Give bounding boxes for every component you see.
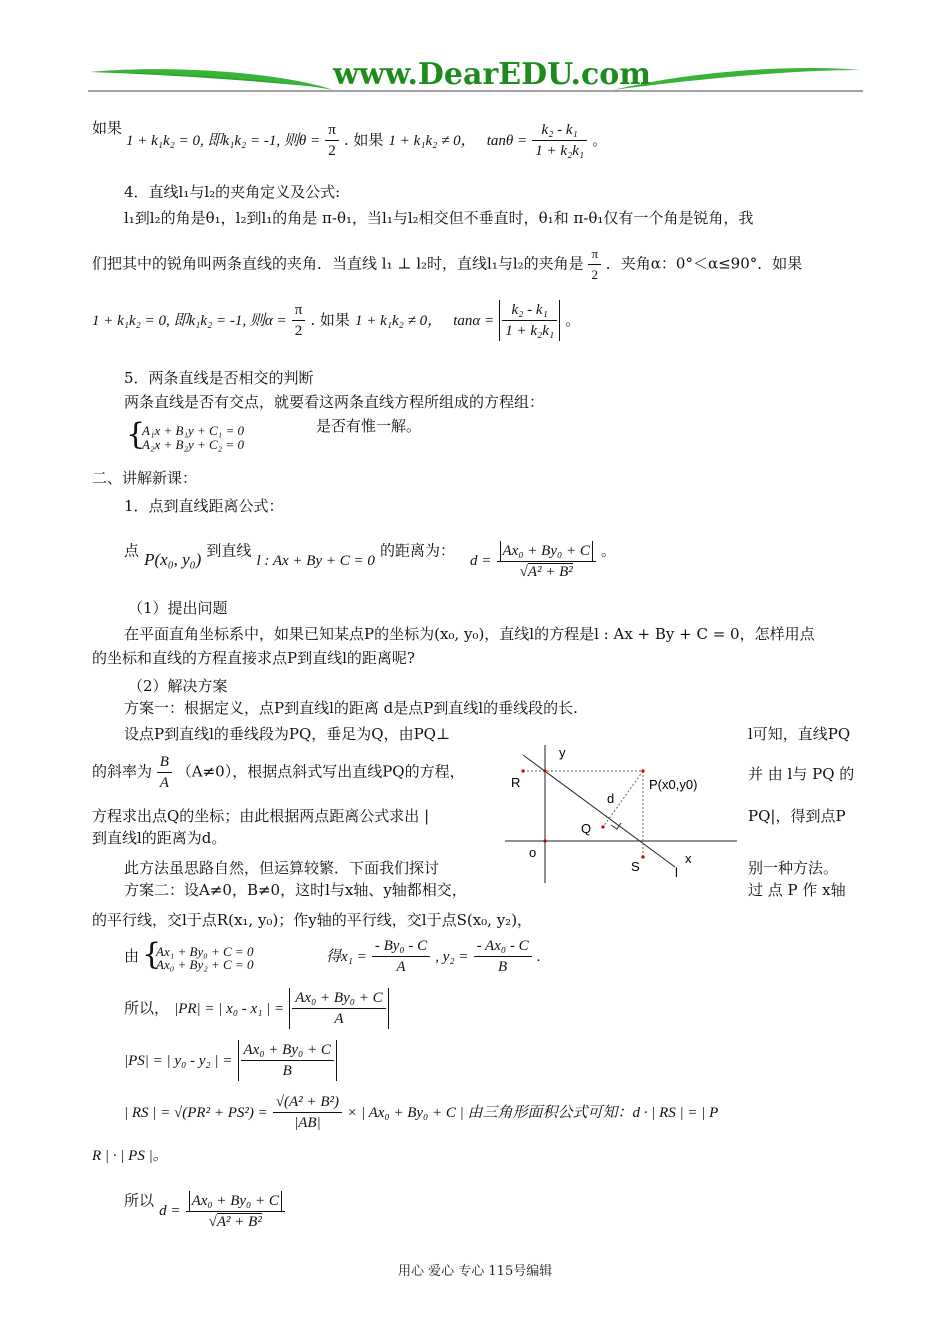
point-x-axis xyxy=(543,839,546,842)
abs-value xyxy=(238,1040,337,1081)
solution-values xyxy=(326,936,540,977)
formula-text: tanα = xyxy=(453,313,495,329)
sol-line3-left: 方程求出点Q的坐标；由此根据两点距离公式求出 | xyxy=(92,807,430,825)
text: 所以， xyxy=(124,999,170,1017)
frac-num: π xyxy=(588,244,601,265)
text: 们把其中的锐角叫两条直线的夹角．当直线 l₁ ⊥ l₂时，直线l₁与l₂的夹角是 xyxy=(92,254,584,273)
equation-2: Ax₀ + By₂ + C = 0 xyxy=(156,957,254,972)
sol-line2-right: 并 由 l与 PQ 的 xyxy=(748,765,855,783)
formula-text: 1 + k₁k₂ ≠ 0， xyxy=(355,313,443,329)
abs-value: Ax₀ + By₀ + C xyxy=(500,541,593,561)
final-formula xyxy=(124,1180,285,1230)
text: 点 xyxy=(124,541,140,560)
formula-point: P(x₀, y₀) xyxy=(144,550,202,570)
sqrt-content: A² + B² xyxy=(527,563,573,580)
footer-text: 用心 爱心 专心 115号编辑 xyxy=(398,1264,553,1279)
frac-num: k₂ - k₁ xyxy=(532,120,587,141)
abs-value xyxy=(289,988,388,1029)
sqrt-content: A² + B² xyxy=(216,1213,262,1230)
text: ．夹角α：0°＜α≤90°．如果 xyxy=(605,254,803,273)
frac-den: √A² + B² xyxy=(519,563,573,580)
frac-den: B xyxy=(282,1063,292,1079)
brace-icon: { xyxy=(126,417,146,452)
text: （A≠0），根据点斜式写出直线PQ的方程， xyxy=(176,762,465,781)
frac-num: π xyxy=(292,300,306,321)
formula-text: |PR| = | x₀ - x₁ | = xyxy=(174,1001,285,1017)
item1-title: 1．点到直线距离公式： xyxy=(124,497,284,515)
problem-title: （1）提出问题 xyxy=(128,599,228,617)
point-r xyxy=(521,769,524,772)
frac-den: B xyxy=(497,959,508,975)
fraction xyxy=(186,1190,285,1232)
frac-num: - By₀ - C xyxy=(372,936,430,957)
sol-line6-right: 过 点 P 作 x轴 xyxy=(748,881,846,899)
ps-formula xyxy=(124,1040,337,1081)
point-s xyxy=(641,855,644,858)
equation-2: A₂x + B₂y + C₂ = 0 xyxy=(142,437,244,452)
text: 的距离为： xyxy=(379,541,455,560)
fraction xyxy=(241,1040,334,1081)
label-s: S xyxy=(631,859,640,874)
fraction xyxy=(372,936,430,977)
frac-den: A xyxy=(396,959,406,975)
abs-value: Ax₀ + By₀ + C xyxy=(189,1191,282,1211)
text-end: 。 xyxy=(600,541,616,560)
label-x: x xyxy=(685,851,692,866)
frac-num xyxy=(497,540,596,562)
label-p: P(x0,y0) xyxy=(649,777,698,792)
distance-formula xyxy=(124,530,616,580)
frac-den: 1 + k₂k₁ xyxy=(505,323,555,339)
sol-line3-right: PQ|，得到点P xyxy=(748,807,846,825)
frac-den: 2 xyxy=(328,143,336,159)
section4-line1: l₁到l₂的角是θ₁，l₂到l₁的角是 π-θ₁，当l₁与l₂相交但不垂直时，θ₁和 π-θ₁仅有一个角是锐角，我 xyxy=(124,209,754,227)
label-l: l xyxy=(675,865,678,880)
frac-den: 1 + k₂k₁ xyxy=(535,143,585,159)
section5-line1: 两条直线是否有交点，就要看这两条直线方程所组成的方程组： xyxy=(124,393,545,411)
formula-text: | RS | = √(PR² + PS²) = xyxy=(124,1105,268,1121)
pr-formula xyxy=(124,988,389,1029)
equation-1: Ax₁ + By₀ + C = 0 xyxy=(156,944,254,959)
frac-den: 2 xyxy=(294,323,303,339)
fraction xyxy=(273,1092,342,1133)
text: 是否有惟一解。 xyxy=(316,417,422,435)
angle-formula xyxy=(126,120,607,161)
point-q xyxy=(601,825,604,828)
formula-text: 1 + k₁k₂ = 0, 即k₁k₂ = -1, 则α = xyxy=(92,313,287,329)
formula-line: l : Ax + By + C = 0 xyxy=(256,553,375,570)
frac-den: √A² + B² xyxy=(208,1213,262,1230)
abs-value xyxy=(499,300,560,341)
formula-text: d = xyxy=(470,553,492,570)
angle-formula-line xyxy=(92,118,122,138)
sol-line5-left: 此方法虽思路自然，但运算较繁．下面我们探讨 xyxy=(124,859,440,877)
formula-text: tanθ = xyxy=(486,133,528,149)
formula-text: 得x₁ = xyxy=(326,949,367,965)
problem-line2: 的坐标和直线的方程直接求点P到直线l的距离呢? xyxy=(92,649,415,667)
sol-line2-left xyxy=(92,752,465,793)
text-end: 。 xyxy=(565,311,581,329)
point-p xyxy=(641,769,644,772)
section5-title: 5．两条直线是否相交的判断 xyxy=(124,369,314,387)
fraction xyxy=(532,120,587,161)
frac-num: - Ax₀ - C xyxy=(474,936,532,957)
frac-num: B xyxy=(157,752,172,773)
sol-line4-left: 到直线l的距离为d。 xyxy=(92,829,227,847)
sol-line6-left: 方案二：设A≠0，B≠0，这时l与x轴、y轴都相交， xyxy=(124,881,467,899)
formula-text: . 如果 xyxy=(310,311,350,329)
frac-den: A xyxy=(159,775,169,791)
formula-text: d = xyxy=(159,1203,181,1220)
site-logo: www.DearEDU.com xyxy=(333,57,652,92)
fraction xyxy=(292,988,385,1029)
plan1: 方案一：根据定义，点P到直线l的距离 d是点P到直线l的垂线段的长. xyxy=(124,699,578,717)
label-y: y xyxy=(559,745,566,760)
fraction xyxy=(292,300,306,341)
header xyxy=(88,58,863,98)
frac-den: |AB| xyxy=(294,1115,321,1131)
text: 所以 xyxy=(124,1191,155,1210)
label-d: d xyxy=(607,791,615,806)
frac-num: Ax₀ + By₀ + C xyxy=(292,988,385,1009)
frac-num: √(A² + B²) xyxy=(273,1092,342,1113)
section4-title: 4．直线l₁与l₂的夹角定义及公式: xyxy=(124,183,341,201)
rs-formula xyxy=(124,1092,718,1133)
formula-text: 1 + k₁k₂ = 0, 即k₁k₂ = -1, 则θ = xyxy=(126,133,321,149)
frac-num: Ax₀ + By₀ + C xyxy=(241,1040,334,1061)
label-o: o xyxy=(529,845,537,860)
text-lead: 如果 xyxy=(92,119,123,137)
formula-text: × | Ax₀ + By₀ + C | 由三角形面积公式可知：d · | RS | = | P xyxy=(347,1105,719,1121)
sol-line7: 的平行线，交l于点R(x₁, y₀)；作y轴的平行线，交l于点S(x₀, y₂)， xyxy=(92,911,533,929)
fraction xyxy=(502,300,557,341)
sol-line1-left: 设点P到直线l的垂线段为PQ，垂足为Q，由PQ⊥ xyxy=(124,725,451,743)
frac-den: A xyxy=(334,1011,344,1027)
frac-num: k₂ - k₁ xyxy=(502,300,557,321)
fraction xyxy=(497,540,596,582)
brace-icon: { xyxy=(142,937,162,972)
new-lesson-heading: 二、讲解新课： xyxy=(92,469,198,487)
section4-formula xyxy=(92,300,580,341)
formula-text: . xyxy=(536,949,541,965)
sol-line5-right: 别一种方法。 xyxy=(748,859,839,877)
formula-text: . 如果 xyxy=(343,131,384,149)
frac-num: π xyxy=(325,120,339,141)
section4-line2 xyxy=(92,244,802,285)
label-r: R xyxy=(511,775,521,790)
coordinate-figure xyxy=(505,745,740,885)
point-y-axis xyxy=(543,769,546,772)
formula-text: , y₂ = xyxy=(435,949,469,965)
fraction xyxy=(157,752,172,793)
fraction xyxy=(588,244,601,285)
text-end: 。 xyxy=(592,131,608,149)
frac-den: 2 xyxy=(591,267,598,282)
rs-line2: R | · | PS |。 xyxy=(92,1148,168,1164)
equation-1: A₁x + B₁y + C₁ = 0 xyxy=(142,423,244,438)
text: 由 xyxy=(124,947,140,965)
fraction xyxy=(474,936,532,977)
formula-text: 1 + k₁k₂ ≠ 0， xyxy=(388,133,476,149)
label-q: Q xyxy=(581,821,592,836)
text: 的斜率为 xyxy=(92,762,153,781)
frac-num xyxy=(186,1190,285,1212)
sol-line1-right: l可知，直线PQ xyxy=(748,725,851,743)
problem-line1: 在平面直角坐标系中，如果已知某点P的坐标为(x₀, y₀)，直线l的方程是l : Ax + By + C = 0，怎样用点 xyxy=(124,625,815,643)
text: 到直线 xyxy=(206,541,252,560)
solution-title: （2）解决方案 xyxy=(128,677,228,695)
formula-text: |PS| = | y₀ - y₂ | = xyxy=(124,1053,233,1069)
fraction xyxy=(325,120,339,161)
